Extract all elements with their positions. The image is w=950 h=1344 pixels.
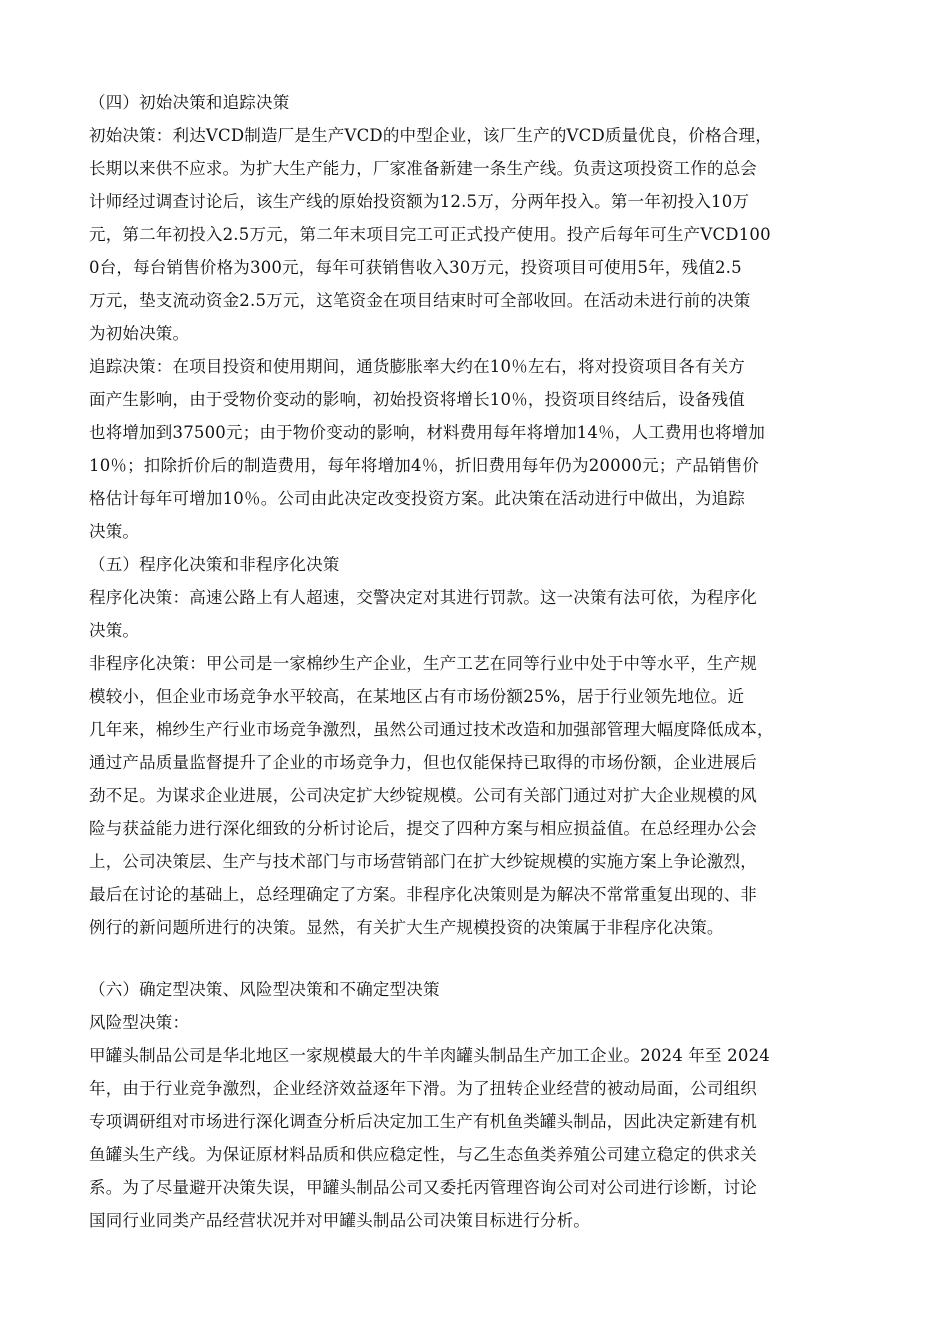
paragraph-line: 决策。 bbox=[89, 522, 140, 541]
paragraph-line: 最后在讨论的基础上，总经理确定了方案。非程序化决策则是为解决不常常重复出现的、非 bbox=[89, 885, 757, 904]
paragraph-line: 长期以来供不应求。为扩大生产能力，厂家准备新建一条生产线。负责这项投资工作的总会 bbox=[89, 159, 757, 178]
section-heading-6: （六）确定型决策、风险型决策和不确定型决策 bbox=[89, 980, 440, 999]
paragraph-line: 非程序化决策：甲公司是一家棉纱生产企业，生产工艺在同等行业中处于中等水平，生产规 bbox=[89, 654, 757, 673]
paragraph-line: 程序化决策：高速公路上有人超速，交警决定对其进行罚款。这一决策有法可依，为程序化 bbox=[89, 588, 757, 607]
paragraph-line: 上，公司决策层、生产与技术部门与市场营销部门在扩大纱锭规模的实施方案上争论激烈， bbox=[89, 852, 757, 871]
section-heading-5: （五）程序化决策和非程序化决策 bbox=[89, 555, 340, 574]
paragraph-line: 例行的新问题所进行的决策。显然，有关扩大生产规模投资的决策属于非程序化决策。 bbox=[89, 918, 724, 937]
paragraph-line: 面产生影响，由于受物价变动的影响，初始投资将增长10％，投资项目终结后，设备残值 bbox=[89, 390, 745, 409]
paragraph-line: 决策。 bbox=[89, 621, 140, 640]
paragraph-line: 国同行业同类产品经营状况并对甲罐头制品公司决策目标进行分析。 bbox=[89, 1211, 590, 1230]
paragraph-line: 元，第二年初投入2.5万元，第二年末项目完工可正式投产使用。投产后每年可生产VCD100 bbox=[89, 225, 771, 244]
paragraph-line: 初始决策：利达VCD制造厂是生产VCD的中型企业，该厂生产的VCD质量优良，价格合理， bbox=[89, 126, 772, 145]
paragraph-line: 计师经过调查讨论后，该生产线的原始投资额为12.5万，分两年投入。第一年初投入10万 bbox=[89, 192, 750, 211]
paragraph-line: 险与获益能力进行深化细致的分析讨论后，提交了四种方案与相应损益值。在总经理办公会 bbox=[89, 819, 757, 838]
paragraph-line: 风险型决策： bbox=[89, 1013, 190, 1032]
paragraph-line: 专项调研组对市场进行深化调查分析后决定加工生产有机鱼类罐头制品，因此决定新建有机 bbox=[89, 1112, 757, 1131]
paragraph-line: 几年来，棉纱生产行业市场竞争激烈，虽然公司通过技术改造和加强部管理大幅度降低成本， bbox=[89, 720, 774, 739]
paragraph-line: 10％；扣除折价后的制造费用，每年将增加4％，折旧费用每年仍为20000元；产品销售价 bbox=[89, 456, 760, 475]
paragraph-line: 万元，垫支流动资金2.5万元，这笔资金在项目结束时可全部收回。在活动未进行前的决策 bbox=[89, 291, 751, 310]
paragraph-line: 通过产品质量监督提升了企业的市场竞争力，但也仅能保持已取得的市场份额，企业进展后 bbox=[89, 753, 757, 772]
paragraph-line: 甲罐头制品公司是华北地区一家规模最大的牛羊肉罐头制品生产加工企业。2024 年至 2024 bbox=[89, 1046, 770, 1065]
paragraph-line: 年，由于行业竞争激烈，企业经济效益逐年下滑。为了扭转企业经营的被动局面，公司组织 bbox=[89, 1079, 757, 1098]
section-heading-4: （四）初始决策和追踪决策 bbox=[89, 93, 290, 112]
paragraph-line: 鱼罐头生产线。为保证原材料品质和供应稳定性，与乙生态鱼类养殖公司建立稳定的供求关 bbox=[89, 1145, 757, 1164]
paragraph-line: 0台，每台销售价格为300元，每年可获销售收入30万元，投资项目可使用5年，残值2.5 bbox=[89, 258, 742, 277]
paragraph-line: 劲不足。为谋求企业进展，公司决定扩大纱锭规模。公司有关部门通过对扩大企业规模的风 bbox=[89, 786, 757, 805]
paragraph-line: 格估计每年可增加10％。公司由此决定改变投资方案。此决策在活动进行中做出，为追踪 bbox=[89, 489, 745, 508]
paragraph-line: 也将增加到37500元；由于物价变动的影响，材料费用每年将增加14％，人工费用也将增加 bbox=[89, 423, 766, 442]
paragraph-line: 系。为了尽量避开决策失误，甲罐头制品公司又委托丙管理咨询公司对公司进行诊断，讨论 bbox=[89, 1178, 757, 1197]
paragraph-line: 追踪决策：在项目投资和使用期间，通货膨胀率大约在10％左右，将对投资项目各有关方 bbox=[89, 357, 745, 376]
paragraph-line: 为初始决策。 bbox=[89, 324, 190, 343]
paragraph-line: 模较小，但企业市场竞争水平较高，在某地区占有市场份额25%，居于行业领先地位。近 bbox=[89, 687, 745, 706]
